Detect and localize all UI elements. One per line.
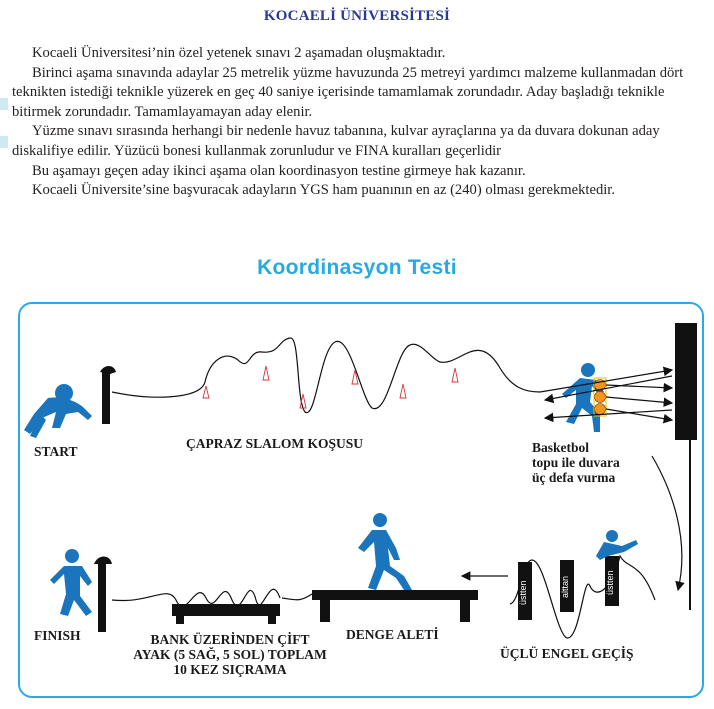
wall	[675, 323, 697, 440]
finish-label: FINISH	[34, 628, 81, 643]
paragraph: Bu aşamayı geçen aday ikinci aşama olan koordinasyon testine girmeye hak kazanır.	[32, 162, 526, 179]
jump-bench	[172, 604, 280, 624]
hurdle-tag: üstten	[518, 580, 528, 606]
finish-runner-icon	[50, 549, 92, 616]
bench-jump-path	[112, 589, 280, 606]
hurdle-jumper-icon	[596, 530, 638, 560]
start-post	[100, 366, 116, 424]
basketball-label-line: topu ile duvara	[532, 455, 620, 470]
hurdle-tag: üstten	[605, 570, 615, 596]
start-runner-icon	[24, 384, 92, 438]
slalom-cones	[203, 366, 458, 408]
start-label: START	[34, 444, 78, 459]
bench-label-line: AYAK (5 SAĞ, 5 SOL) TOPLAM	[133, 647, 327, 662]
bench-label-line: BANK ÜZERİNDEN ÇİFT	[150, 632, 310, 647]
university-heading: KOCAELİ ÜNİVERSİTESİ	[263, 8, 451, 24]
route-curve	[652, 456, 682, 590]
paragraph: Kocaeli Üniversitesi’nin özel yetenek sınavı 2 aşamadan oluşmaktadır.	[32, 45, 446, 61]
paragraph: Kocaeli Üniversite’sine başvuracak adayların YGS ham puanının en az (240) olması gerekmektedir.	[32, 182, 616, 199]
route-curve	[282, 594, 312, 600]
slalom-path	[112, 338, 540, 413]
section-title: Koordinasyon Testi	[257, 256, 457, 279]
finish-post	[94, 557, 112, 633]
balance-walker-icon	[358, 513, 412, 590]
bench-label	[120, 632, 340, 677]
basketball-label-line: üç defa vurma	[532, 470, 616, 485]
bench-label-line: 10 KEZ SIÇRAMA	[173, 662, 287, 677]
paragraph: Birinci aşama sınavında adaylar 25 metrelik yüzme havuzunda 25 metreyi yardımcı malzeme kullanmadan dört teknikten istediği teknikle yüzerek en geç 40 saniye içerisinde tamamlamak zorundadır. Aday başladığı teknikle bitirmek zorundadır. Tamamlayamayan aday elenir.	[12, 64, 684, 120]
slalom-label: ÇAPRAZ SLALOM KOŞUSU	[186, 436, 364, 451]
balance-label: DENGE ALETİ	[346, 627, 439, 642]
hurdles-label: ÜÇLÜ ENGEL GEÇİŞ	[500, 646, 634, 661]
basketball-label-line: Basketbol	[532, 440, 590, 455]
basketball-label	[532, 440, 620, 485]
paragraph: Yüzme sınavı sırasında herhangi bir nedenle havuz tabanına, kulvar ayraçlarına ya da duvara dokunan aday diskalifiye edilir. Yüzücü bonesi kullanmak zorunludur ve FINA kuralları geçerlidir	[12, 123, 660, 159]
hurdle-tag: alttan	[560, 575, 570, 599]
balance-beam	[312, 590, 478, 622]
ball-icon	[595, 380, 606, 415]
